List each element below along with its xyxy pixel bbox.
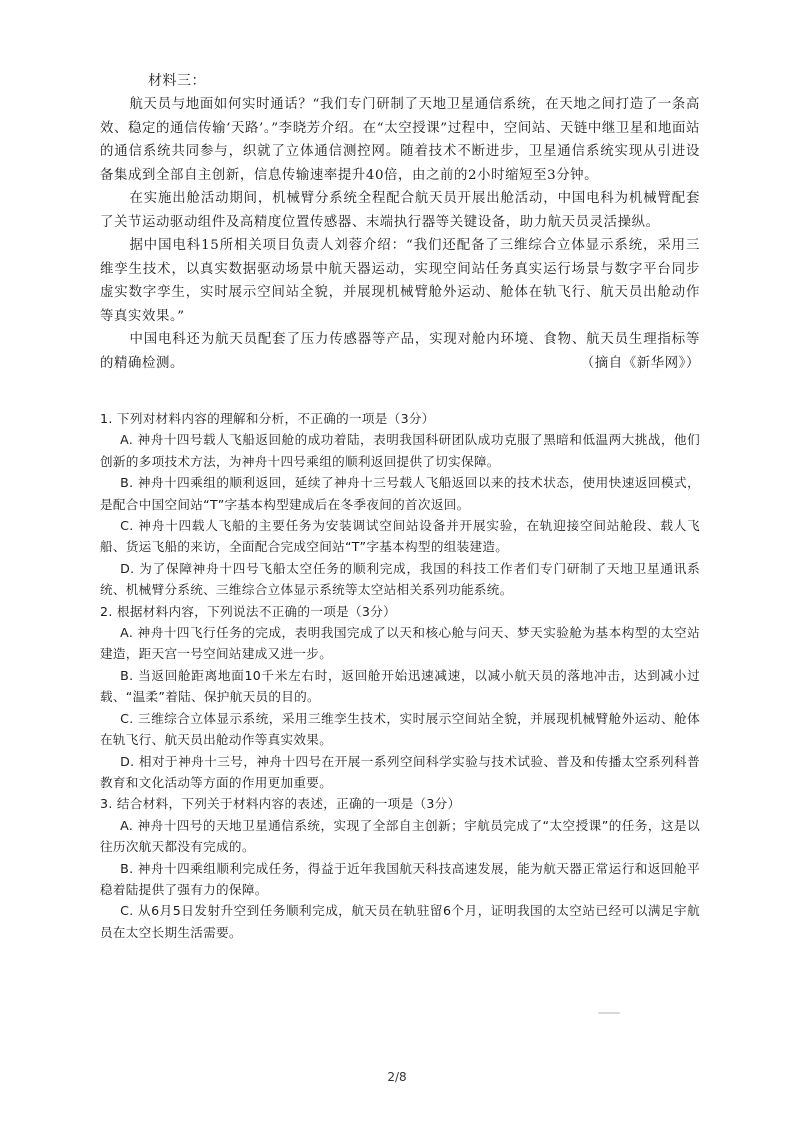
material-three: [100, 93, 700, 375]
material-title: 材料三：: [148, 73, 206, 89]
question-2-option-d: D. 相对于神舟十三号，神舟十四号在开展一系列空间科学实验与技术试验、普及和传播太空系列科普教育和文化活动等方面的作用更加重要。: [100, 753, 700, 790]
material-paragraph: 航天员与地面如何实时通话？“我们专门研制了天地卫星通信系统，在天地之间打造了一条高效、稳定的通信传输‘天路’。”李晓芳介绍。在“太空授课”过程中，空间站、天链中继卫星和地面站的通信系统共同参与，织就了立体通信测控网。随着技术不断进步，卫星通信系统实现从引进设备集成到全部自主创新，信息传输速率提升40倍，由之前的2小时缩短至3分钟。: [100, 97, 700, 183]
material-last-paragraph: 中国电科还为航天员配套了压力传感器等产品，实现对舱内环境、食物、航天员生理指标等的精确检测。: [100, 332, 700, 371]
page-number: 2/8: [387, 1070, 407, 1084]
material-paragraph: 据中国电科15所相关项目负责人刘蓉介绍：“我们还配备了三维综合立体显示系统，采用三维孪生技术，以真实数据驱动场景中航天器运动，实现空间站任务真实运行场景与数字平台同步虚实数字孪生，实时展示空间站全貌，并展现机械臂舱外运动、舱体在轨飞行、航天员出舱动作等真实效果。”: [100, 238, 700, 324]
question-3-option-c: C. 从6月5日发射升空到任务顺利完成，航天员在轨驻留6个月，证明我国的太空站已经可以满足宇航员在太空长期生活需要。: [100, 903, 700, 940]
question-2-option-b: B. 当返回舱距离地面10千米左右时，返回舱开始迅速减速，以减小航天员的落地冲击，达到减小过载、“温柔”着陆、保护航天员的目的。: [100, 667, 700, 705]
material-paragraph: 在实施出舱活动期间，机械臂分系统全程配合航天员开展出舱活动，中国电科为机械臂配套了关节运动驱动组件及高精度位置传感器、末端执行器等关键设备，助力航天员灵活操纵。: [100, 191, 700, 230]
question-2-option-c: C. 三维综合立体显示系统，采用三维孪生技术，实时展示空间站全貌，并展现机械臂舱外运动、舱体在轨飞行、航天员出舱动作等真实效果。: [100, 710, 700, 748]
scan-mark: [598, 1012, 620, 1014]
question-2-option-a: A. 神舟十四飞行任务的完成，表明我国完成了以天和核心舱与问天、梦天实验舱为基本构型的太空站建造，距天宫一号空间站建成又进一步。: [100, 625, 700, 662]
question-1-option-c: C. 神舟十四载人飞船的主要任务为安装调试空间站设备并开展实验，在轨迎接空间站舱段、载人飞船、货运飞船的来访，全面配合完成空间站“T”字基本构型的组装建造。: [100, 518, 700, 555]
question-1-option-b: B. 神舟十四乘组的顺利返回，延续了神舟十三号载人飞船返回以来的技术状态，使用快速返回模式，是配合中国空间站“T”字基本构型建成后在冬季夜间的首次返回。: [100, 475, 700, 512]
question-3-option-a: A. 神舟十四号的天地卫星通信系统，实现了全部自主创新；宇航员完成了“太空授课”的任务，这是以往历次航天都没有完成的。: [100, 817, 700, 855]
questions: [100, 408, 700, 943]
question-2-stem: 2. 根据材料内容，下列说法不正确的一项是（3分）: [100, 603, 396, 619]
question-3-stem: 3. 结合材料，下列关于材料内容的表述，正确的一项是（3分）: [100, 796, 461, 812]
question-1-option-a: A. 神舟十四号载人飞船返回舱的成功着陆，表明我国科研团队成功克服了黑暗和低温两大挑战，他们创新的多项技术方法，为神舟十四号乘组的顺利返回提供了切实保障。: [100, 432, 700, 469]
material-source: （摘自《新华网》）: [580, 355, 700, 371]
question-1-option-d: D. 为了保障神舟十四号飞船太空任务的顺利完成，我国的科技工作者们专门研制了天地卫星通讯系统、机械臂分系统、三维综合立体显示系统等太空站相关系列功能系统。: [100, 560, 700, 598]
question-1-stem: 1. 下列对材料内容的理解和分析，不正确的一项是（3分）: [100, 411, 435, 426]
material-paragraph: [100, 328, 700, 375]
question-3-option-b: B. 神舟十四乘组顺利完成任务，得益于近年我国航天科技高速发展，能为航天器正常运行和返回舱平稳着陆提供了强有力的保障。: [100, 860, 700, 897]
